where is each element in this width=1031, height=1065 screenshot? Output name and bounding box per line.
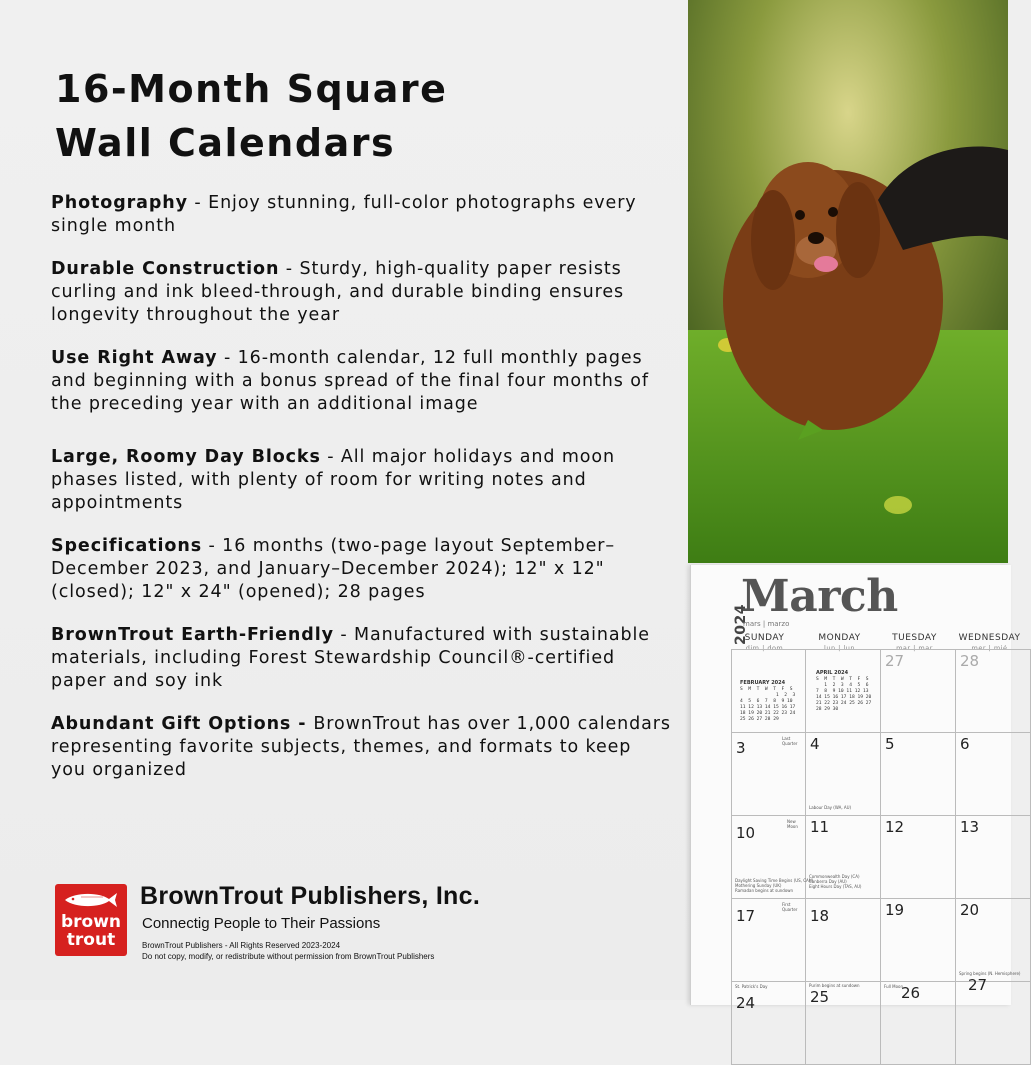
- day-cell: [731, 650, 806, 733]
- day-cell: [881, 982, 956, 1065]
- feature-item: [51, 446, 671, 515]
- moon-note: First Quarter: [782, 902, 798, 912]
- dog-photo: [688, 0, 1008, 563]
- calendar-month-sub: mars | marzo: [743, 620, 790, 628]
- mini-body: S M T W T F S 1 2 3 4 5 6 7 8 9 10 11 12 13 14 15 16 17 18 19 20 21 22 23 24 25 26 27 28 29: [740, 687, 796, 722]
- day-cell: [956, 650, 1031, 733]
- day-number: 4: [810, 735, 820, 753]
- day-number: 10: [736, 824, 756, 842]
- feature-item: [51, 535, 671, 604]
- feature-text: - 16-month calendar, 12 full monthly pages and beginning with a bonus spread of the final four months of the preceding year with an additional image: [51, 348, 649, 414]
- day-cell: [731, 899, 806, 982]
- holiday-note: Commonwealth Day (CA) Canberra Day (AU) Eight Hours Day (TAS, AU): [809, 874, 862, 889]
- feature-item: [51, 347, 671, 416]
- day-number: 19: [885, 901, 905, 919]
- feature-label: Photography: [51, 193, 188, 213]
- day-number: 6: [960, 735, 970, 753]
- mini-body: S M T W T F S 1 2 3 4 5 6 7 8 9 10 11 12 13 14 15 16 17 18 19 20 21 22 23 24 25 26 27 28 29 30: [816, 677, 872, 712]
- feature-item: [51, 624, 671, 693]
- day-number: 25: [810, 988, 830, 1006]
- calendar-year: 2024: [733, 604, 749, 645]
- day-cell: [806, 816, 881, 899]
- dog-illustration: [688, 0, 1008, 563]
- day-cell: [881, 733, 956, 816]
- logo-text-trout: trout: [66, 930, 116, 950]
- calendar-grid: [731, 649, 1031, 1010]
- day-number: 27: [968, 976, 988, 994]
- calendar-month: March: [741, 571, 898, 622]
- feature-text: - Manufactured with sustainable materials, including Forest Stewardship Council®-certified paper and soy ink: [51, 625, 650, 691]
- day-cell: [881, 650, 956, 733]
- day-cell: [956, 733, 1031, 816]
- feature-text: - Enjoy stunning, full-color photographs every single month: [51, 193, 637, 236]
- day-sub: lun | lun: [824, 644, 855, 652]
- publisher-name: BrownTrout Publishers, Inc.: [140, 882, 481, 910]
- notice-line: Do not copy, modify, or redistribute without permission from BrownTrout Publishers: [142, 952, 435, 961]
- feature-text: - All major holidays and moon phases listed, with plenty of room for writing notes and appointments: [51, 447, 616, 513]
- browntrout-logo: [55, 884, 127, 956]
- day-cell: [956, 899, 1031, 982]
- feature-item: [51, 258, 671, 327]
- day-cell: [806, 982, 881, 1065]
- feature-label: BrownTrout Earth-Friendly: [51, 625, 334, 645]
- day-name: WEDNESDAY: [958, 633, 1021, 643]
- day-cell: [881, 899, 956, 982]
- day-cell: [956, 976, 1031, 1065]
- moon-note: New Moon: [787, 819, 798, 829]
- calendar-sheet: [690, 565, 1021, 1012]
- holiday-note: St. Patrick's Day: [735, 984, 768, 989]
- feature-text: BrownTrout has over 1,000 calendars representing favorite subjects, themes, and formats to keep you organized: [51, 714, 671, 780]
- season-note: Spring begins (N. Hemisphere): [959, 971, 1021, 976]
- feature-item: [51, 713, 671, 782]
- feature-text: - 16 months (two-page layout September–December 2023, and January–December 2024); 12" x 12" (closed); 12" x 24" (opened); 28 pages: [51, 536, 616, 602]
- day-number: 12: [885, 818, 905, 836]
- mini-title: APRIL 2024: [816, 670, 849, 676]
- holiday-note: Purim begins at sundown: [809, 983, 860, 988]
- day-number: 13: [960, 818, 980, 836]
- day-number: 5: [885, 735, 895, 753]
- day-number: 20: [960, 901, 980, 919]
- day-number: 27: [885, 652, 905, 670]
- feature-label: Use Right Away: [51, 348, 218, 368]
- publisher-rights: [142, 940, 434, 962]
- day-name: SUNDAY: [744, 633, 785, 643]
- day-cell: [956, 816, 1031, 899]
- day-cell: [806, 650, 881, 733]
- mini-calendar-april: [816, 670, 871, 713]
- feature-label: Specifications: [51, 536, 203, 556]
- day-cell: [881, 816, 956, 899]
- day-number: 18: [810, 907, 830, 925]
- day-sub: dim | dom: [745, 644, 784, 652]
- day-sub: mar | mar: [896, 644, 933, 652]
- day-cell: [806, 899, 881, 982]
- feature-label: Durable Construction: [51, 259, 280, 279]
- page-title: [55, 62, 655, 170]
- holiday-note: Labour Day (WA, AU): [809, 805, 852, 810]
- moon-note: Last Quarter: [782, 736, 798, 746]
- day-name: MONDAY: [818, 633, 861, 643]
- day-cell: [731, 816, 814, 899]
- day-sub: mer | mié: [971, 644, 1008, 652]
- day-number: 28: [960, 652, 980, 670]
- calendar-preview: [684, 0, 1021, 1012]
- day-cell: [731, 982, 806, 1065]
- trout-icon: [63, 890, 119, 910]
- logo-text-brown: brown: [60, 912, 122, 932]
- day-number: 26: [901, 984, 921, 1002]
- feature-item: [51, 192, 671, 238]
- feature-label: Abundant Gift Options -: [51, 714, 314, 734]
- moon-note: Full Moon: [884, 984, 903, 989]
- day-cell: [731, 733, 806, 816]
- mini-title: FEBRUARY 2024: [740, 680, 786, 686]
- feature-list: [51, 192, 671, 802]
- publisher-tagline: Connectig People to Their Passions: [142, 915, 381, 932]
- holiday-note: Daylight Saving Time Begins (US, CAN) Mothering Sunday (UK) Ramadan begins at sundown: [735, 878, 814, 893]
- day-cell: [806, 733, 881, 816]
- mini-calendar-february: [740, 680, 795, 723]
- day-number: 17: [736, 907, 756, 925]
- day-name: TUESDAY: [892, 633, 937, 643]
- title-line-2: Wall Calendars: [55, 121, 396, 165]
- title-line-1: 16-Month Square: [55, 67, 448, 111]
- feature-label: Large, Roomy Day Blocks: [51, 447, 321, 467]
- rights-line: BrownTrout Publishers - All Rights Reserved 2023-2024: [142, 941, 341, 950]
- feature-text: - Sturdy, high-quality paper resists curling and ink bleed-through, and durable binding ensures longevity throughout the year: [51, 259, 625, 325]
- day-number: 11: [810, 818, 830, 836]
- day-number: 3: [736, 739, 746, 757]
- day-number: 24: [736, 994, 756, 1012]
